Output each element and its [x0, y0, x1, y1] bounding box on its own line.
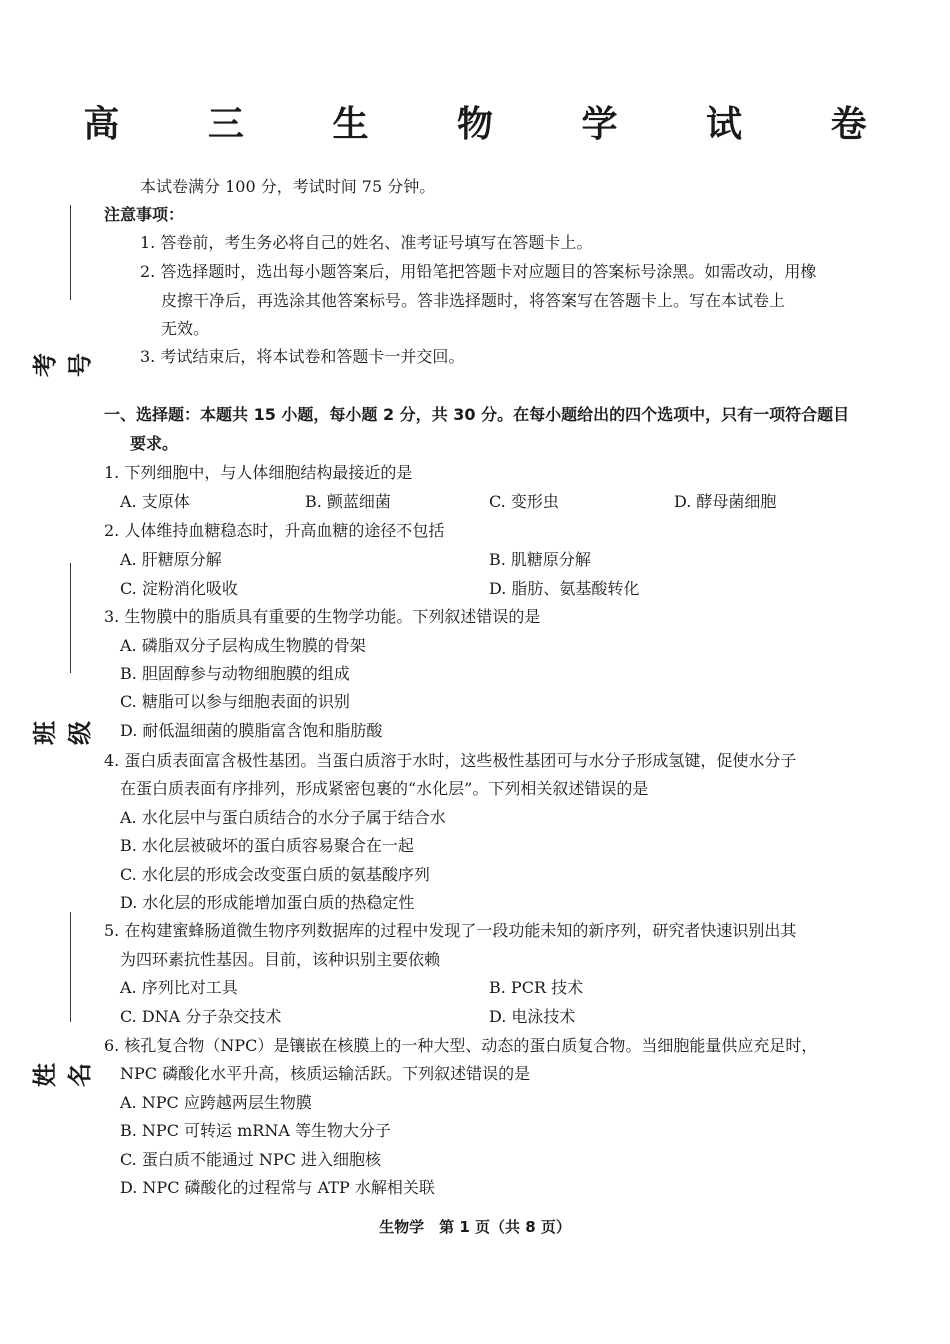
option: C. 蛋白质不能通过 NPC 进入细胞核	[120, 1150, 382, 1169]
question-stem: 4. 蛋白质表面富含极性基团。当蛋白质溶于水时，这些极性基团可与水分子形成氢键，促使水分子	[104, 751, 797, 770]
notice-item: 无效。	[161, 319, 210, 338]
option: C. 淀粉消化吸收	[120, 579, 238, 598]
question-stem: 在蛋白质表面有序排列，形成紧密包裹的“水化层”。下列相关叙述错误的是	[120, 779, 649, 798]
page-title: 高 三 生 物 学 试 卷	[83, 104, 905, 145]
question-stem: 2. 人体维持血糖稳态时，升高血糖的途径不包括	[104, 521, 445, 540]
option: A. 磷脂双分子层构成生物膜的骨架	[120, 636, 366, 655]
option: D. 电泳技术	[489, 1007, 576, 1026]
page-footer: 生物学 第 1 页（共 8 页）	[379, 1218, 571, 1236]
option: B. PCR 技术	[489, 978, 584, 997]
option: A. 肝糖原分解	[120, 550, 222, 569]
option: A. 序列比对工具	[120, 978, 238, 997]
exam-intro: 本试卷满分 100 分，考试时间 75 分钟。	[140, 177, 436, 196]
option: C. 糖脂可以参与细胞表面的识别	[120, 692, 350, 711]
section-heading: 一、选择题：本题共 15 小题，每小题 2 分，共 30 分。在每小题给出的四个选项中，只有一项符合题目	[104, 405, 850, 424]
option: A. 支原体	[120, 492, 190, 511]
section-heading: 要求。	[130, 434, 179, 453]
name-label: 姓名	[31, 1063, 94, 1087]
question-stem: 6. 核孔复合物（NPC）是镶嵌在核膜上的一种大型、动态的蛋白质复合物。当细胞能量供应充足时，	[104, 1036, 818, 1055]
option: C. 变形虫	[489, 492, 559, 511]
option: B. 胆固醇参与动物细胞膜的组成	[120, 664, 350, 683]
option: B. 肌糖原分解	[489, 550, 591, 569]
question-stem: 3. 生物膜中的脂质具有重要的生物学功能。下列叙述错误的是	[104, 607, 541, 626]
notice-item: 1. 答卷前，考生务必将自己的姓名、准考证号填写在答题卡上。	[140, 233, 593, 252]
option: D. NPC 磷酸化的过程常与 ATP 水解相关联	[120, 1178, 435, 1197]
exam-no-rule	[70, 205, 71, 300]
exam-no-label: 考号	[31, 353, 94, 377]
notice-item: 皮擦干净后，再选涂其他答案标号。答非选择题时，将答案写在答题卡上。写在本试卷上	[161, 291, 786, 310]
notice-item: 3. 考试结束后，将本试卷和答题卡一并交回。	[140, 347, 465, 366]
option: D. 脂肪、氨基酸转化	[489, 579, 640, 598]
class-label: 班级	[31, 721, 94, 745]
question-stem: 1. 下列细胞中，与人体细胞结构最接近的是	[104, 463, 413, 482]
option: C. 水化层的形成会改变蛋白质的氨基酸序列	[120, 865, 430, 884]
question-stem: NPC 磷酸化水平升高，核质运输活跃。下列叙述错误的是	[120, 1064, 531, 1083]
notice-heading: 注意事项：	[104, 205, 185, 224]
option: B. NPC 可转运 mRNA 等生物大分子	[120, 1121, 391, 1140]
question-stem: 5. 在构建蜜蜂肠道微生物序列数据库的过程中发现了一段功能未知的新序列，研究者快速识别出其	[104, 921, 797, 940]
question-stem: 为四环素抗性基因。目前，该种识别主要依赖	[120, 950, 441, 969]
class-rule	[70, 563, 71, 673]
option: B. 颤蓝细菌	[305, 492, 391, 511]
option: A. NPC 应跨越两层生物膜	[120, 1093, 312, 1112]
option: C. DNA 分子杂交技术	[120, 1007, 282, 1026]
option: D. 耐低温细菌的膜脂富含饱和脂肪酸	[120, 721, 383, 740]
notice-item: 2. 答选择题时，选出每小题答案后，用铅笔把答题卡对应题目的答案标号涂黑。如需改动，用橡	[140, 262, 817, 281]
option: D. 酵母菌细胞	[674, 492, 777, 511]
option: B. 水化层被破坏的蛋白质容易聚合在一起	[120, 836, 414, 855]
option: A. 水化层中与蛋白质结合的水分子属于结合水	[120, 808, 446, 827]
option: D. 水化层的形成能增加蛋白质的热稳定性	[120, 893, 415, 912]
name-rule	[70, 912, 71, 1022]
